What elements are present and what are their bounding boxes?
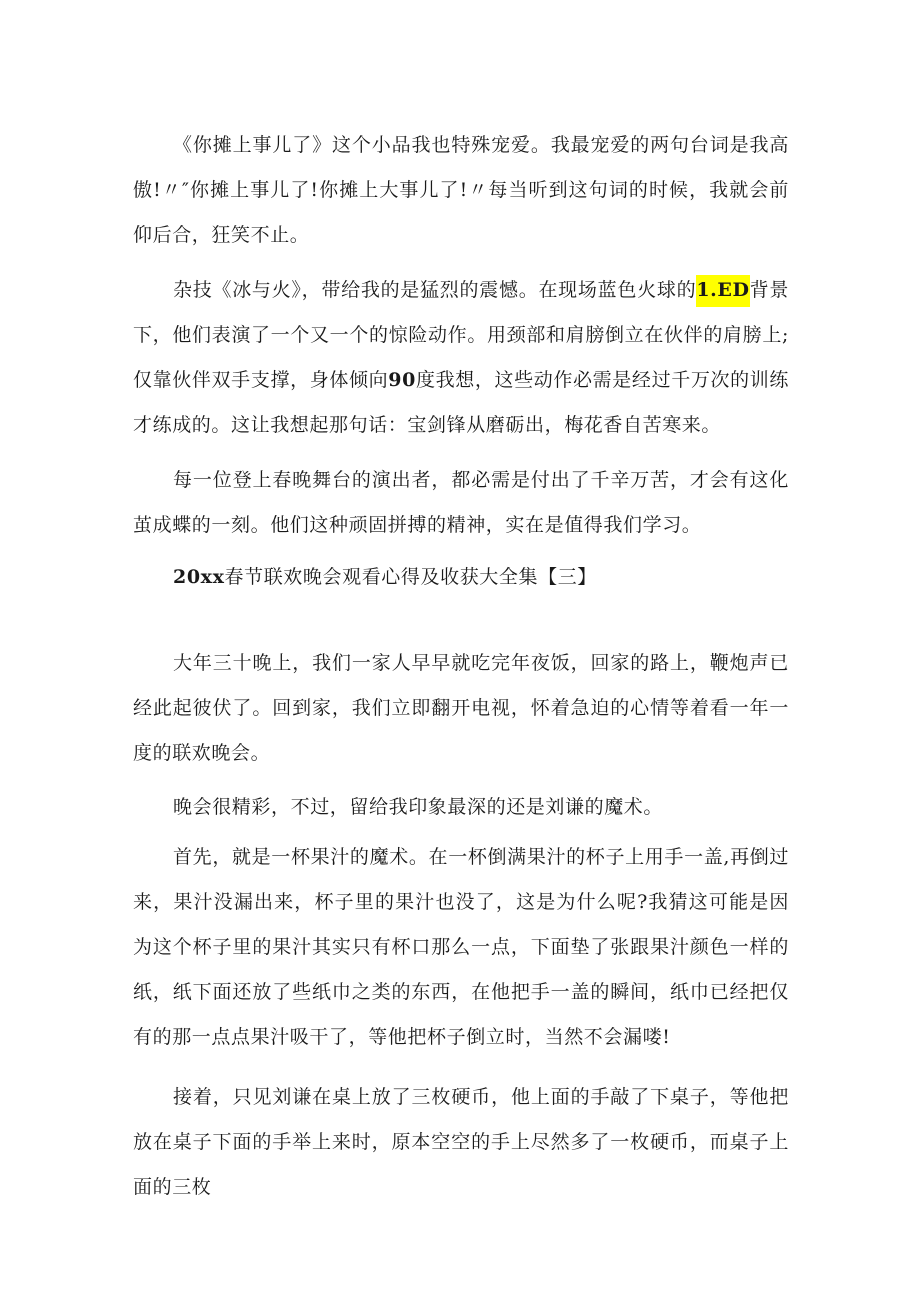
paragraph-coin-trick: 接着，只见刘谦在桌上放了三枚硬币，他上面的手敲了下桌子，等他把放在桌子下面的手举上来时，原本空空的手上尽然多了一枚硬币，而桌子上面的三枚 — [133, 1086, 789, 1198]
paragraph-acrobatics-text-2: 背景下，他们表演了一个又一个的惊险动作。用颈部和肩膀倒立在伙伴的肩膀上;仅靠伙伴双手支撑，身体倾向 — [133, 279, 789, 391]
section-heading — [173, 555, 597, 600]
paragraph-acrobatics — [133, 268, 789, 448]
paragraph-skit: 《你摊上事儿了》这个小品我也特殊宠爱。我最宠爱的两句台词是我高傲!〃″你摊上事儿了!你摊上大事儿了!〃每当听到这句词的时候，我就会前仰后合，狂笑不止。 — [133, 134, 789, 246]
paragraph-juice-trick: 首先，就是一杯果汁的魔术。在一杯倒满果汁的杯子上用手一盖,再倒过来，果汁没漏出来，杯子里的果汁也没了，这是为什么呢?我猜这可能是因为这个杯子里的果汁其实只有杯口那么一点，下面垫了张跟果汁颜色一样的纸，纸下面还放了些纸巾之类的东西，在他把手一盖的瞬间，纸巾已经把仅有的那一点点果汁吸干了，等他把杯子倒立时，当然不会漏喽! — [133, 846, 789, 1048]
paragraph-acrobatics-text-3: 度我想，这些动作必需是经过千万次的训练才练成的。这让我想起那句话：宝剑锋从磨砺出，梅花香自苦寒来。 — [133, 369, 789, 436]
paragraph-magic-intro: 晚会很精彩，不过，留给我印象最深的还是刘谦的魔术。 — [173, 796, 664, 818]
bold-number-90: 90 — [388, 369, 416, 391]
paragraph-new-years-eve: 大年三十晚上，我们一家人早早就吃完年夜饭，回家的路上，鞭炮声已经此起彼伏了。回到家，我们立即翻开电视，怀着急迫的心情等着看一年一度的联欢晚会。 — [133, 652, 789, 764]
highlighted-led-text: 1.ED — [696, 275, 749, 307]
heading-text: 春节联欢晚会观看心得及收获大全集【三】 — [224, 566, 597, 588]
heading-year: 20xx — [173, 566, 225, 588]
paragraph-performers: 每一位登上春晚舞台的演出者，都必需是付出了千辛万苦，才会有这化茧成蝶的一刻。他们这种顽固拼搏的精神，实在是值得我们学习。 — [133, 469, 789, 536]
paragraph-acrobatics-text-1: 杂技《冰与火》，带给我的是猛烈的震憾。在现场蓝色火球的 — [173, 279, 697, 301]
